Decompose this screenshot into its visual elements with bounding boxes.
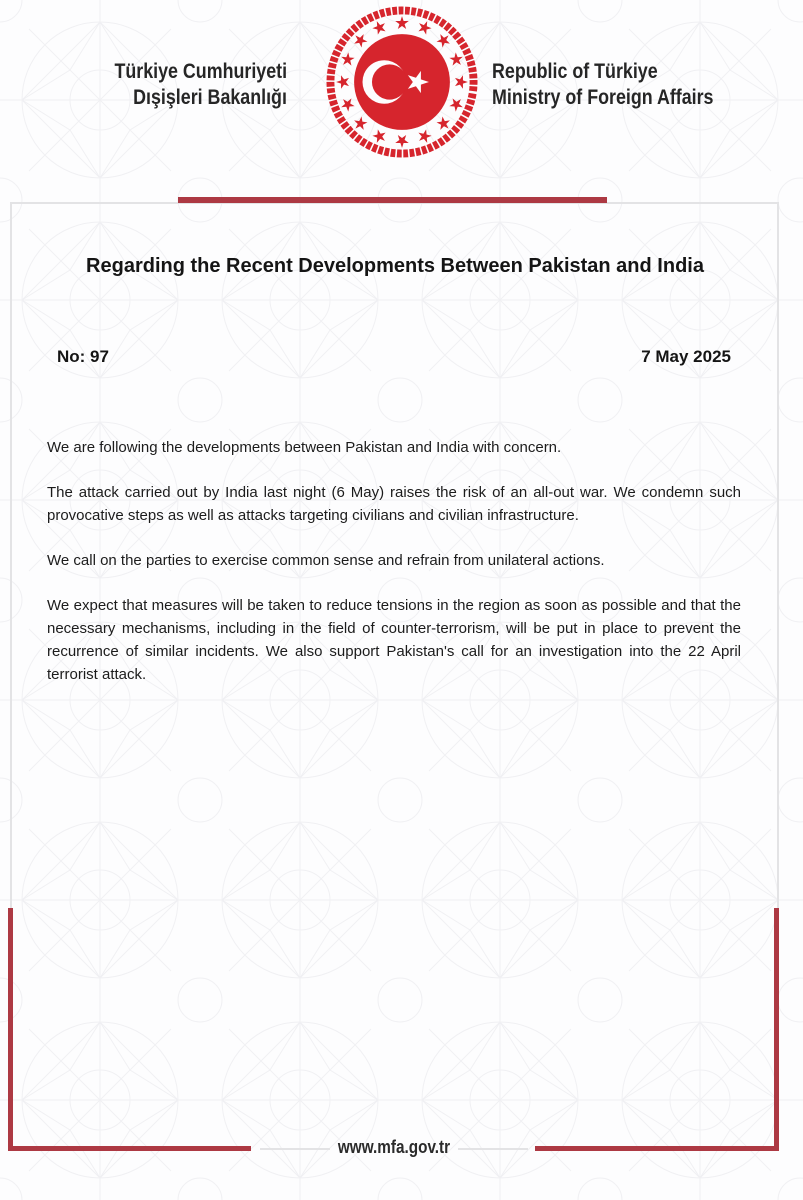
mfa-emblem-icon <box>323 3 481 161</box>
statement-paragraph: We are following the developments between Pakistan and India with concern. <box>47 439 562 456</box>
statement-title: Regarding the Recent Developments Between Pakistan and India <box>86 255 704 277</box>
frame-bottom-red-left <box>8 1146 251 1151</box>
frame-right-line <box>777 202 779 908</box>
statement-body <box>47 436 741 708</box>
statement-meta-row <box>57 347 731 367</box>
ministry-name-english-line2: Ministry of Foreign Affairs <box>492 86 714 109</box>
statement-paragraph: The attack carried out by India last night (6 May) raises the risk of an all-out war. We condemn such provocative steps as well as attacks targeting civilians and civilian infrastructure. <box>47 484 741 524</box>
ministry-name-turkish <box>0 59 287 111</box>
statement-number: No: 97 <box>57 347 109 366</box>
ministry-name-english <box>492 59 792 111</box>
statement-date: 7 May 2025 <box>641 347 731 366</box>
frame-bottom-red-right <box>535 1146 779 1151</box>
frame-right-red-line <box>774 908 779 1151</box>
ministry-name-english-line1: Republic of Türkiye <box>492 60 658 83</box>
statement-paragraph: We expect that measures will be taken to reduce tensions in the region as soon as possible and that the necessary mechanisms, including in the field of counter-terrorism, will be put in place to prevent the recurrence of similar incidents. We also support Pakistan's call for an investigation into the 22 April terrorist attack. <box>47 597 741 683</box>
website-url: www.mfa.gov.tr <box>337 1137 451 1157</box>
ministry-name-turkish-line2: Dışişleri Bakanlığı <box>133 86 287 109</box>
title-accent-bar <box>178 197 607 203</box>
frame-left-red-line <box>8 908 13 1151</box>
ministry-name-turkish-line1: Türkiye Cumhuriyeti <box>114 60 287 83</box>
statement-paragraph: We call on the parties to exercise common sense and refrain from unilateral actions. <box>47 552 605 569</box>
frame-left-line <box>10 202 12 908</box>
